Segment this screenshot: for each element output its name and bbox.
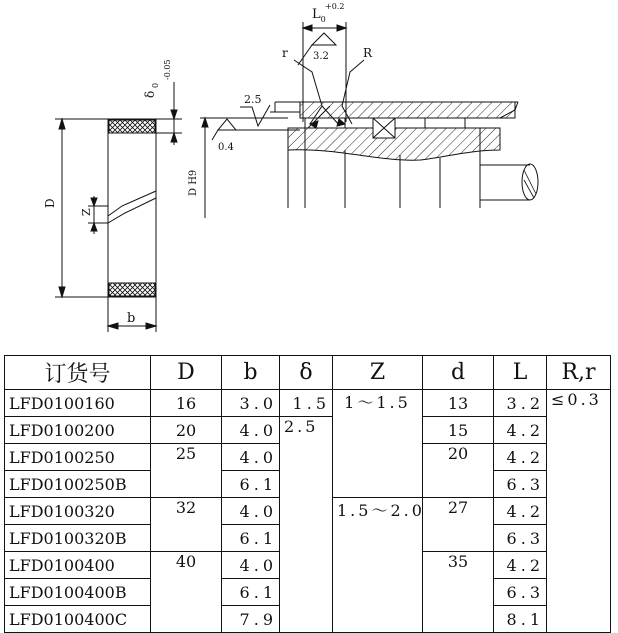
- cell-L: 8.1: [494, 606, 547, 633]
- header-order-no: 订货号: [5, 356, 151, 390]
- table-header-row: [5, 356, 611, 390]
- dim-DH9-label: D H9: [188, 169, 199, 196]
- cell-code: LFD0100400: [5, 552, 151, 579]
- table-row: [5, 390, 611, 417]
- finish-2-5: 2.5: [244, 93, 262, 106]
- cell-code: LFD0100400C: [5, 606, 151, 633]
- cell-L: 6.3: [494, 525, 547, 552]
- header-D: D: [151, 356, 222, 390]
- cell-L: 4.2: [494, 444, 547, 471]
- header-L: L: [494, 356, 547, 390]
- dim-delta-tol-low: -0.05: [163, 59, 172, 80]
- finish-3-2: 3.2: [313, 51, 329, 62]
- cell-d: 35: [423, 552, 494, 633]
- cell-code: LFD0100250: [5, 444, 151, 471]
- cell-code: LFD0100250B: [5, 471, 151, 498]
- dim-b-label: b: [127, 311, 136, 326]
- cell-d: 15: [423, 417, 494, 444]
- dim-delta-label: δ: [143, 90, 157, 98]
- header-d: d: [423, 356, 494, 390]
- cell-b: 4.0: [222, 444, 280, 471]
- header-Z: Z: [333, 356, 423, 390]
- cell-L: 4.2: [494, 498, 547, 525]
- dim-L0-tol: +0.2: [325, 2, 345, 11]
- spec-table: [4, 355, 611, 633]
- label-r: r: [282, 46, 288, 60]
- cell-L: 6.3: [494, 579, 547, 606]
- table-row: [5, 417, 611, 444]
- cell-D: 16: [151, 390, 222, 417]
- cell-b: 6.1: [222, 471, 280, 498]
- header-b: b: [222, 356, 280, 390]
- cell-b: 4.0: [222, 498, 280, 525]
- cell-b: 3.0: [222, 390, 280, 417]
- finish-0-4: 0.4: [218, 142, 234, 153]
- cell-d: 27: [423, 498, 494, 552]
- cell-code: LFD0100400B: [5, 579, 151, 606]
- dim-D-label: D: [43, 198, 57, 208]
- cell-b: 7.9: [222, 606, 280, 633]
- cell-Z: 1.5～2.0: [333, 498, 423, 633]
- cell-Rr: ≤0.3: [547, 390, 611, 633]
- cell-D: 25: [151, 444, 222, 498]
- cell-code: LFD0100320B: [5, 525, 151, 552]
- cell-b: 6.1: [222, 579, 280, 606]
- cell-b: 4.0: [222, 417, 280, 444]
- ring-top-fill: [109, 120, 155, 133]
- cell-d: 13: [423, 390, 494, 417]
- cell-delta: 1.5: [280, 390, 333, 417]
- cell-code: LFD0100200: [5, 417, 151, 444]
- cell-L: 4.2: [494, 552, 547, 579]
- cell-d: 20: [423, 444, 494, 498]
- cell-D: 20: [151, 417, 222, 444]
- cell-code: LFD0100320: [5, 498, 151, 525]
- dim-delta-tol-up: 0: [151, 82, 160, 88]
- dim-Z-label: Z: [80, 208, 93, 216]
- header-delta: δ: [280, 356, 333, 390]
- cell-L: 6.3: [494, 471, 547, 498]
- cell-b: 6.1: [222, 525, 280, 552]
- cell-L: 4.2: [494, 417, 547, 444]
- cell-L: 3.2: [494, 390, 547, 417]
- cell-Z: 1～1.5: [333, 390, 423, 498]
- dim-L0-label: $L_0$: [312, 7, 326, 24]
- cell-D: 32: [151, 498, 222, 552]
- ring-bottom-fill: [109, 283, 155, 296]
- cell-b: 4.0: [222, 552, 280, 579]
- header-Rr: R,r: [547, 356, 611, 390]
- cell-code: LFD0100160: [5, 390, 151, 417]
- ring-section-view: [55, 82, 182, 332]
- cell-delta: 2.5: [280, 417, 333, 633]
- label-R: R: [363, 46, 373, 60]
- cell-D: 40: [151, 552, 222, 633]
